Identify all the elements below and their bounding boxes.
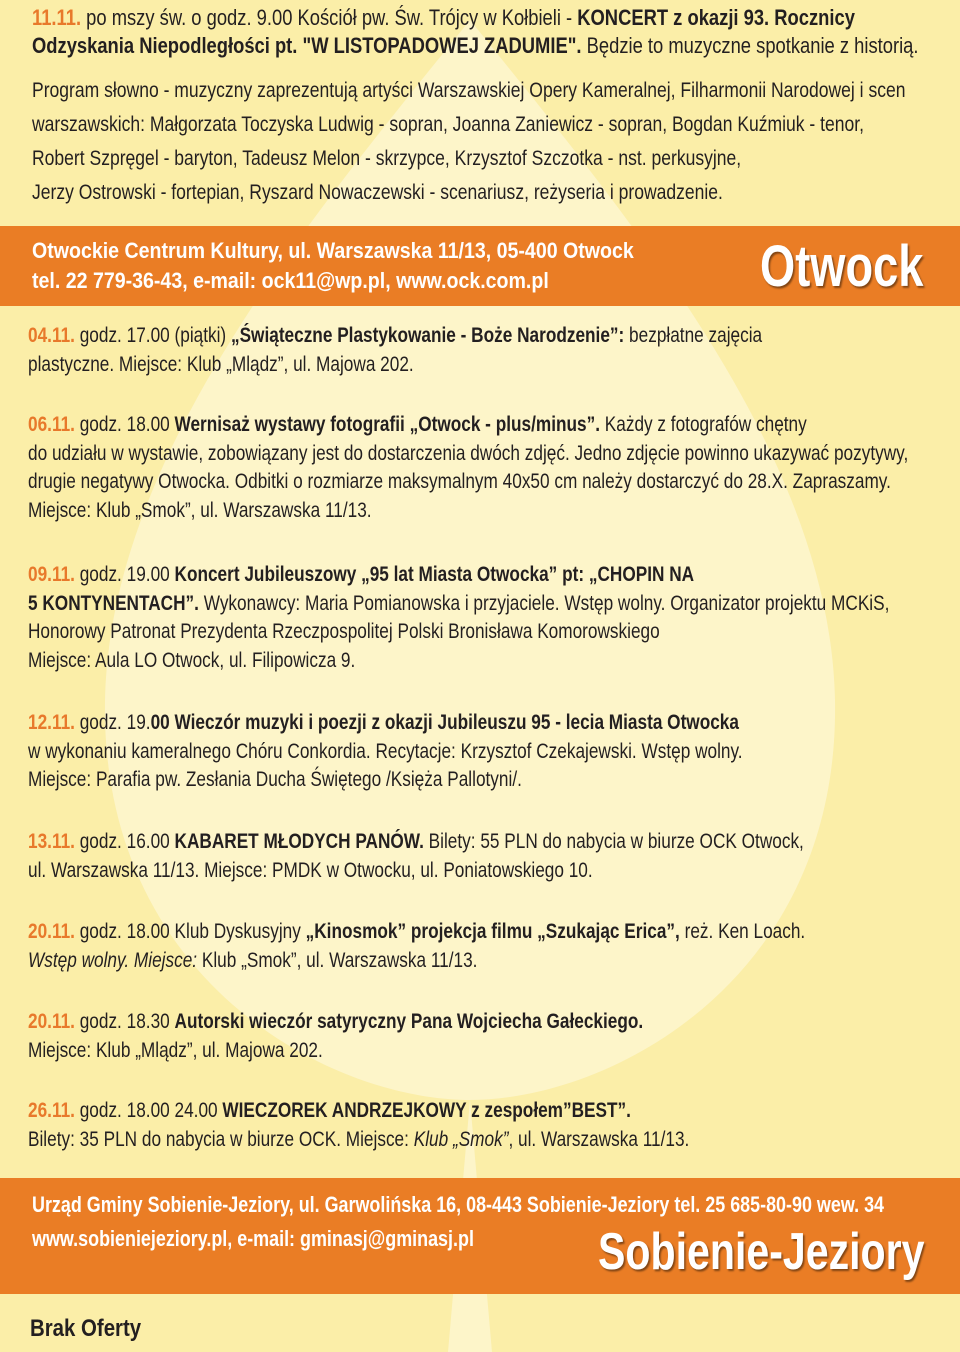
event-20-11-satire: 20.11. godz. 18.30 Autorski wieczór satyryczny Pana Wojciecha Gałeckiego. Miejsce: Klub „Mlądz”, ul. Majowa 202. — [28, 1010, 644, 1062]
sobienie-address: Urząd Gminy Sobienie-Jeziory, ul. Garwolińska 16, 08-443 Sobienie-Jeziory tel. 25 685-80-90 wew. 34 — [32, 1192, 885, 1217]
intro-program: Program słowno - muzyczny zaprezentują artyści Warszawskiej Opery Kameralnej, Filharmonii Narodowej i scen warszawskich: Małgorzata Toczyska Ludwig - sopran, Joanna Zaniewicz - sopran, Bogdan Kuźmiuk - tenor, Robert Szpręgel - baryton, Tadeusz Melon - skrzypce, Krzysztof Szczotka - nst. perkusyjne, Jerzy Ostrowski - fortepian, Ryszard Nowaczewski - scenariusz, reżyseria i prowadzenie. — [32, 79, 906, 204]
event-04-11: 04.11. godz. 17.00 (piątki) „Świąteczne Plastykowanie - Boże Narodzenie”: bezpłatne zajęcia plastyczne. Miejsce: Klub „Mlądz”, ul. Majowa 202. — [28, 324, 763, 376]
intro-date: 11.11. — [32, 5, 82, 30]
no-offers-label: Brak Oferty — [30, 1315, 142, 1342]
intro-block: 11.11. po mszy św. o godz. 9.00 Kościół pw. Św. Trójcy w Kołbieli - KONCERT z okazji 93. Rocznicy Odzyskania Niepodległości pt. "W LISTOPADOWEJ ZADUMIE". Będzie to muzyczne spotkanie z historią. — [32, 5, 919, 58]
otwock-contact: tel. 22 779-36-43, e-mail: ock11@wp.pl, www.ock.com.pl — [32, 268, 549, 293]
otwock-banner — [0, 226, 960, 306]
event-12-11: 12.11. godz. 19.00 Wieczór muzyki i poezji z okazji Jubileuszu 95 - lecia Miasta Otwocka w wykonaniu kameralnego Chóru Conkordia. Recytacje: Krzysztof Czekajewski. Wstęp wolny. Miejsce: Parafia pw. Zesłania Ducha Świętego /Księża Pallotyni/. — [28, 711, 743, 791]
sobienie-jeziory-banner — [0, 1178, 960, 1294]
otwock-city-title: Otwock — [760, 234, 924, 299]
event-06-11: 06.11. godz. 18.00 Wernisaż wystawy fotografii „Otwock - plus/minus”. Każdy z fotografów chętny do udziału w wystawie, zobowiązany jest do dostarczenia dwóch zdjęć. Jedno zdjęcie powinno ukazywać pozytywy, drugie negatywy Otwocka. Odbitki o rozmiarze maksymalnym 40x50 cm należy dostarczyć do 28.X. Zapraszamy. Miejsce: Klub „Smok”, ul. Warszawska 11/13. — [28, 413, 909, 522]
event-13-11: 13.11. godz. 16.00 KABARET MŁODYCH PANÓW. Bilety: 55 PLN do nabycia w biurze OCK Otwock, ul. Warszawska 11/13. Miejsce: PMDK w Otwocku, ul. Poniatowskiego 10. — [28, 830, 804, 882]
sobienie-contact: www.sobieniejeziory.pl, e-mail: gminasj@gminasj.pl — [32, 1226, 474, 1251]
event-26-11: 26.11. godz. 18.00 24.00 WIECZOREK ANDRZEJKOWY z zespołem”BEST”. Bilety: 35 PLN do nabycia w biurze OCK. Miejsce: Klub „Smok”, ul. Warszawska 11/13. — [28, 1099, 690, 1151]
event-20-11-kinosmok: 20.11. godz. 18.00 Klub Dyskusyjny „Kinosmok” projekcja filmu „Szukając Erica”, reż. Ken Loach. Wstęp wolny. Miejsce: Klub „Smok”, ul. Warszawska 11/13. — [28, 920, 806, 972]
otwock-address: Otwockie Centrum Kultury, ul. Warszawska 11/13, 05-400 Otwock — [32, 238, 634, 263]
event-09-11: 09.11. godz. 19.00 Koncert Jubileuszowy „95 lat Miasta Otwocka” pt: „CHOPIN NA 5 KONTYNENTACH”. Wykonawcy: Maria Pomianowska i przyjaciele. Wstęp wolny. Organizator projektu MCKiS, Honorowy Patronat Prezydenta Rzeczpospolitej Polski Bronisława Komorowskiego Miejsce: Aula LO Otwock, ul. Filipowicza 9. — [28, 563, 890, 672]
sobienie-city-title: Sobienie-Jeziory — [598, 1223, 925, 1281]
